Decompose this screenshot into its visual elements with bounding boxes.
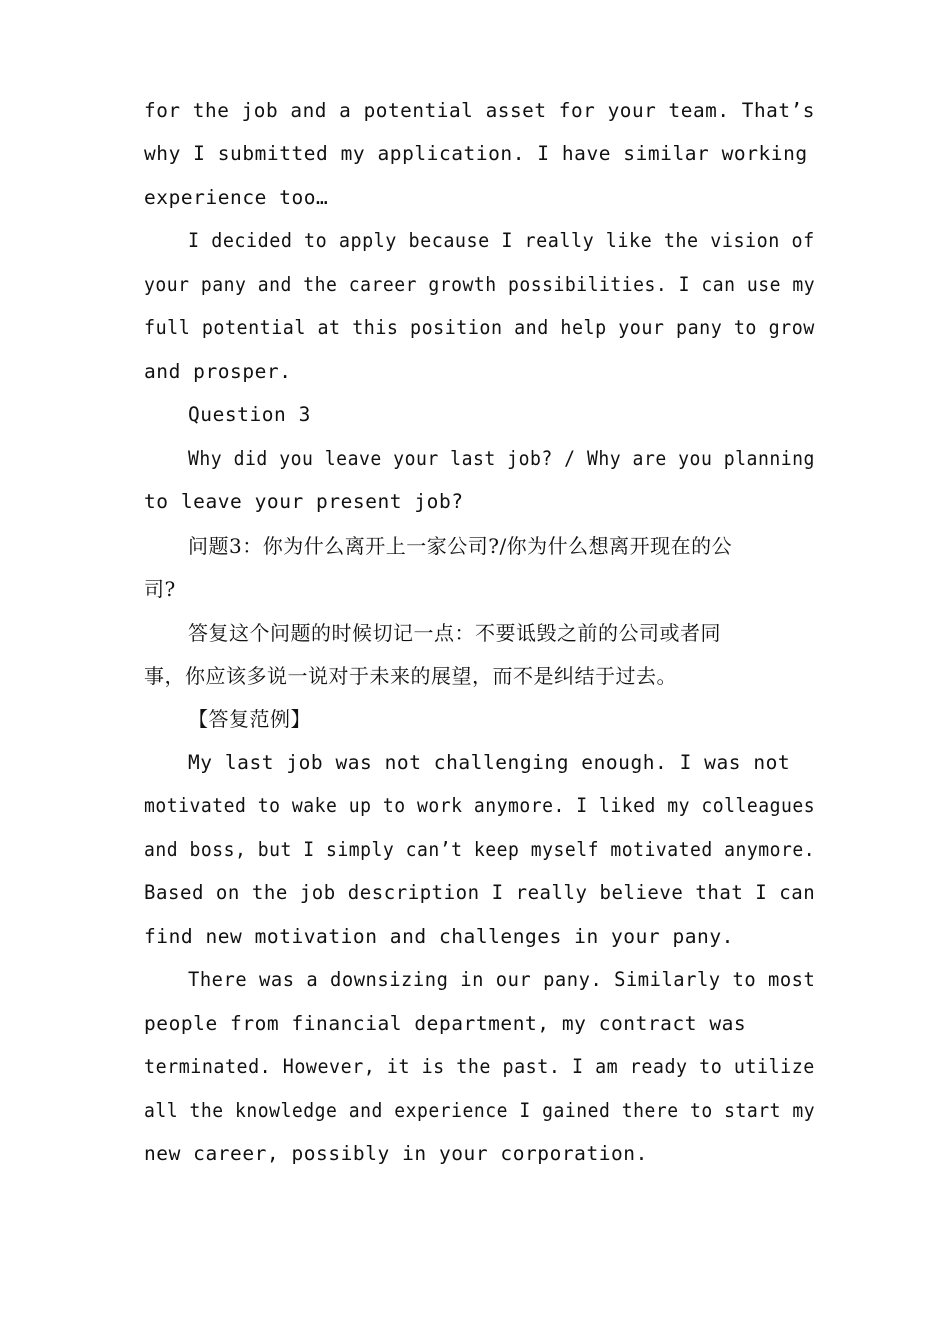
text-line-14: 事，你应该多说一说对于未来的展望，而不是纠结于过去。	[144, 664, 677, 688]
text-line-13: 答复这个问题的时候切记一点：不要诋毁之前的公司或者同	[188, 621, 721, 645]
text-line-5: your pany and the career growth possibilities. I can use my	[144, 273, 816, 296]
text-line-2: why I submitted my application. I have similar working	[144, 142, 808, 165]
text-line-7: and prosper.	[144, 360, 292, 383]
text-line-21: There was a downsizing in our pany. Similarly to most	[188, 968, 816, 991]
text-line-22: people from financial department, my contract was	[144, 1012, 747, 1035]
text-line-18: and boss, but I simply can’t keep myself motivated anymore.	[144, 838, 816, 861]
text-line-9: Why did you leave your last job? / Why are you planning	[188, 447, 815, 470]
question-heading: Question 3	[188, 403, 311, 426]
text-line-10: to leave your present job?	[144, 490, 464, 513]
text-line-24: all the knowledge and experience I gained there to start my	[144, 1099, 816, 1122]
text-line-20: find new motivation and challenges in your pany.	[144, 925, 734, 948]
text-line-1: for the job and a potential asset for your team. That’s	[144, 99, 815, 122]
text-line-19: Based on the job description I really believe that I can	[144, 881, 816, 904]
text-line-3: experience too…	[144, 186, 329, 209]
text-line-11: 问题3：你为什么离开上一家公司?/你为什么想离开现在的公	[188, 534, 733, 558]
text-line-17: motivated to wake up to work anymore. I liked my colleagues	[144, 794, 816, 817]
text-line-12: 司?	[144, 577, 176, 601]
text-line-16: My last job was not challenging enough. I was not	[188, 751, 791, 774]
text-line-6: full potential at this position and help your pany to grow	[144, 316, 815, 339]
text-line-23: terminated. However, it is the past. I am ready to utilize	[144, 1055, 815, 1078]
text-line-25: new career, possibly in your corporation.	[144, 1142, 648, 1165]
example-heading: 【答复范例】	[188, 707, 311, 731]
text-line-4: I decided to apply because I really like the vision of	[188, 229, 815, 252]
